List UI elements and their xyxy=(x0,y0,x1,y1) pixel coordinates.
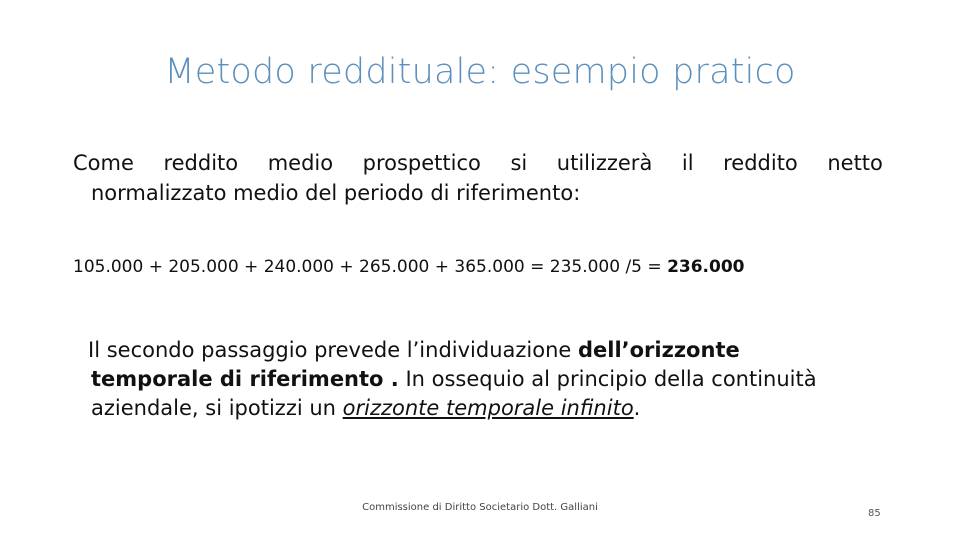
paragraph2-text: In ossequio al principio della continuità xyxy=(398,367,817,391)
paragraph2-line-1 xyxy=(88,336,888,365)
paragraph2-intro: Il secondo passaggio prevede l’individuazione xyxy=(88,338,578,362)
paragraph-line-2: normalizzato medio del periodo di riferimento: xyxy=(91,181,581,205)
paragraph2-line3-text: aziendale, si ipotizzi un xyxy=(91,396,343,420)
paragraph-reddito-medio xyxy=(73,148,883,208)
formula-expression: 105.000 + 205.000 + 240.000 + 265.000 + 365.000 = 235.000 /5 = xyxy=(73,257,668,277)
paragraph-word: reddito xyxy=(723,151,798,175)
paragraph-word: reddito xyxy=(163,151,239,175)
paragraph2-line-2 xyxy=(88,365,888,394)
paragraph-orizzonte xyxy=(88,336,888,423)
paragraph-word: il xyxy=(681,151,694,175)
paragraph-word: Come xyxy=(73,151,134,175)
paragraph-word: medio xyxy=(267,151,334,175)
paragraph2-bold-1: dell’orizzonte xyxy=(577,338,740,362)
paragraph-line-1 xyxy=(73,148,883,178)
paragraph2-end: . xyxy=(633,396,641,420)
formula xyxy=(73,257,745,277)
paragraph2-underlined: orizzonte temporale infinito xyxy=(342,396,634,420)
paragraph-word: utilizzerà xyxy=(556,151,653,175)
paragraph2-bold-2: temporale di riferimento . xyxy=(91,367,399,391)
paragraph2-line-3 xyxy=(88,394,888,423)
page-number: 85 xyxy=(868,508,881,519)
paragraph-word: netto xyxy=(827,151,883,175)
formula-result: 236.000 xyxy=(667,257,745,277)
paragraph-word: si xyxy=(510,151,528,175)
paragraph-word: prospettico xyxy=(362,151,481,175)
slide-footer: Commissione di Diritto Societario Dott. Galliani xyxy=(362,502,598,513)
slide-title: Metodo reddituale: esempio pratico xyxy=(164,52,796,92)
